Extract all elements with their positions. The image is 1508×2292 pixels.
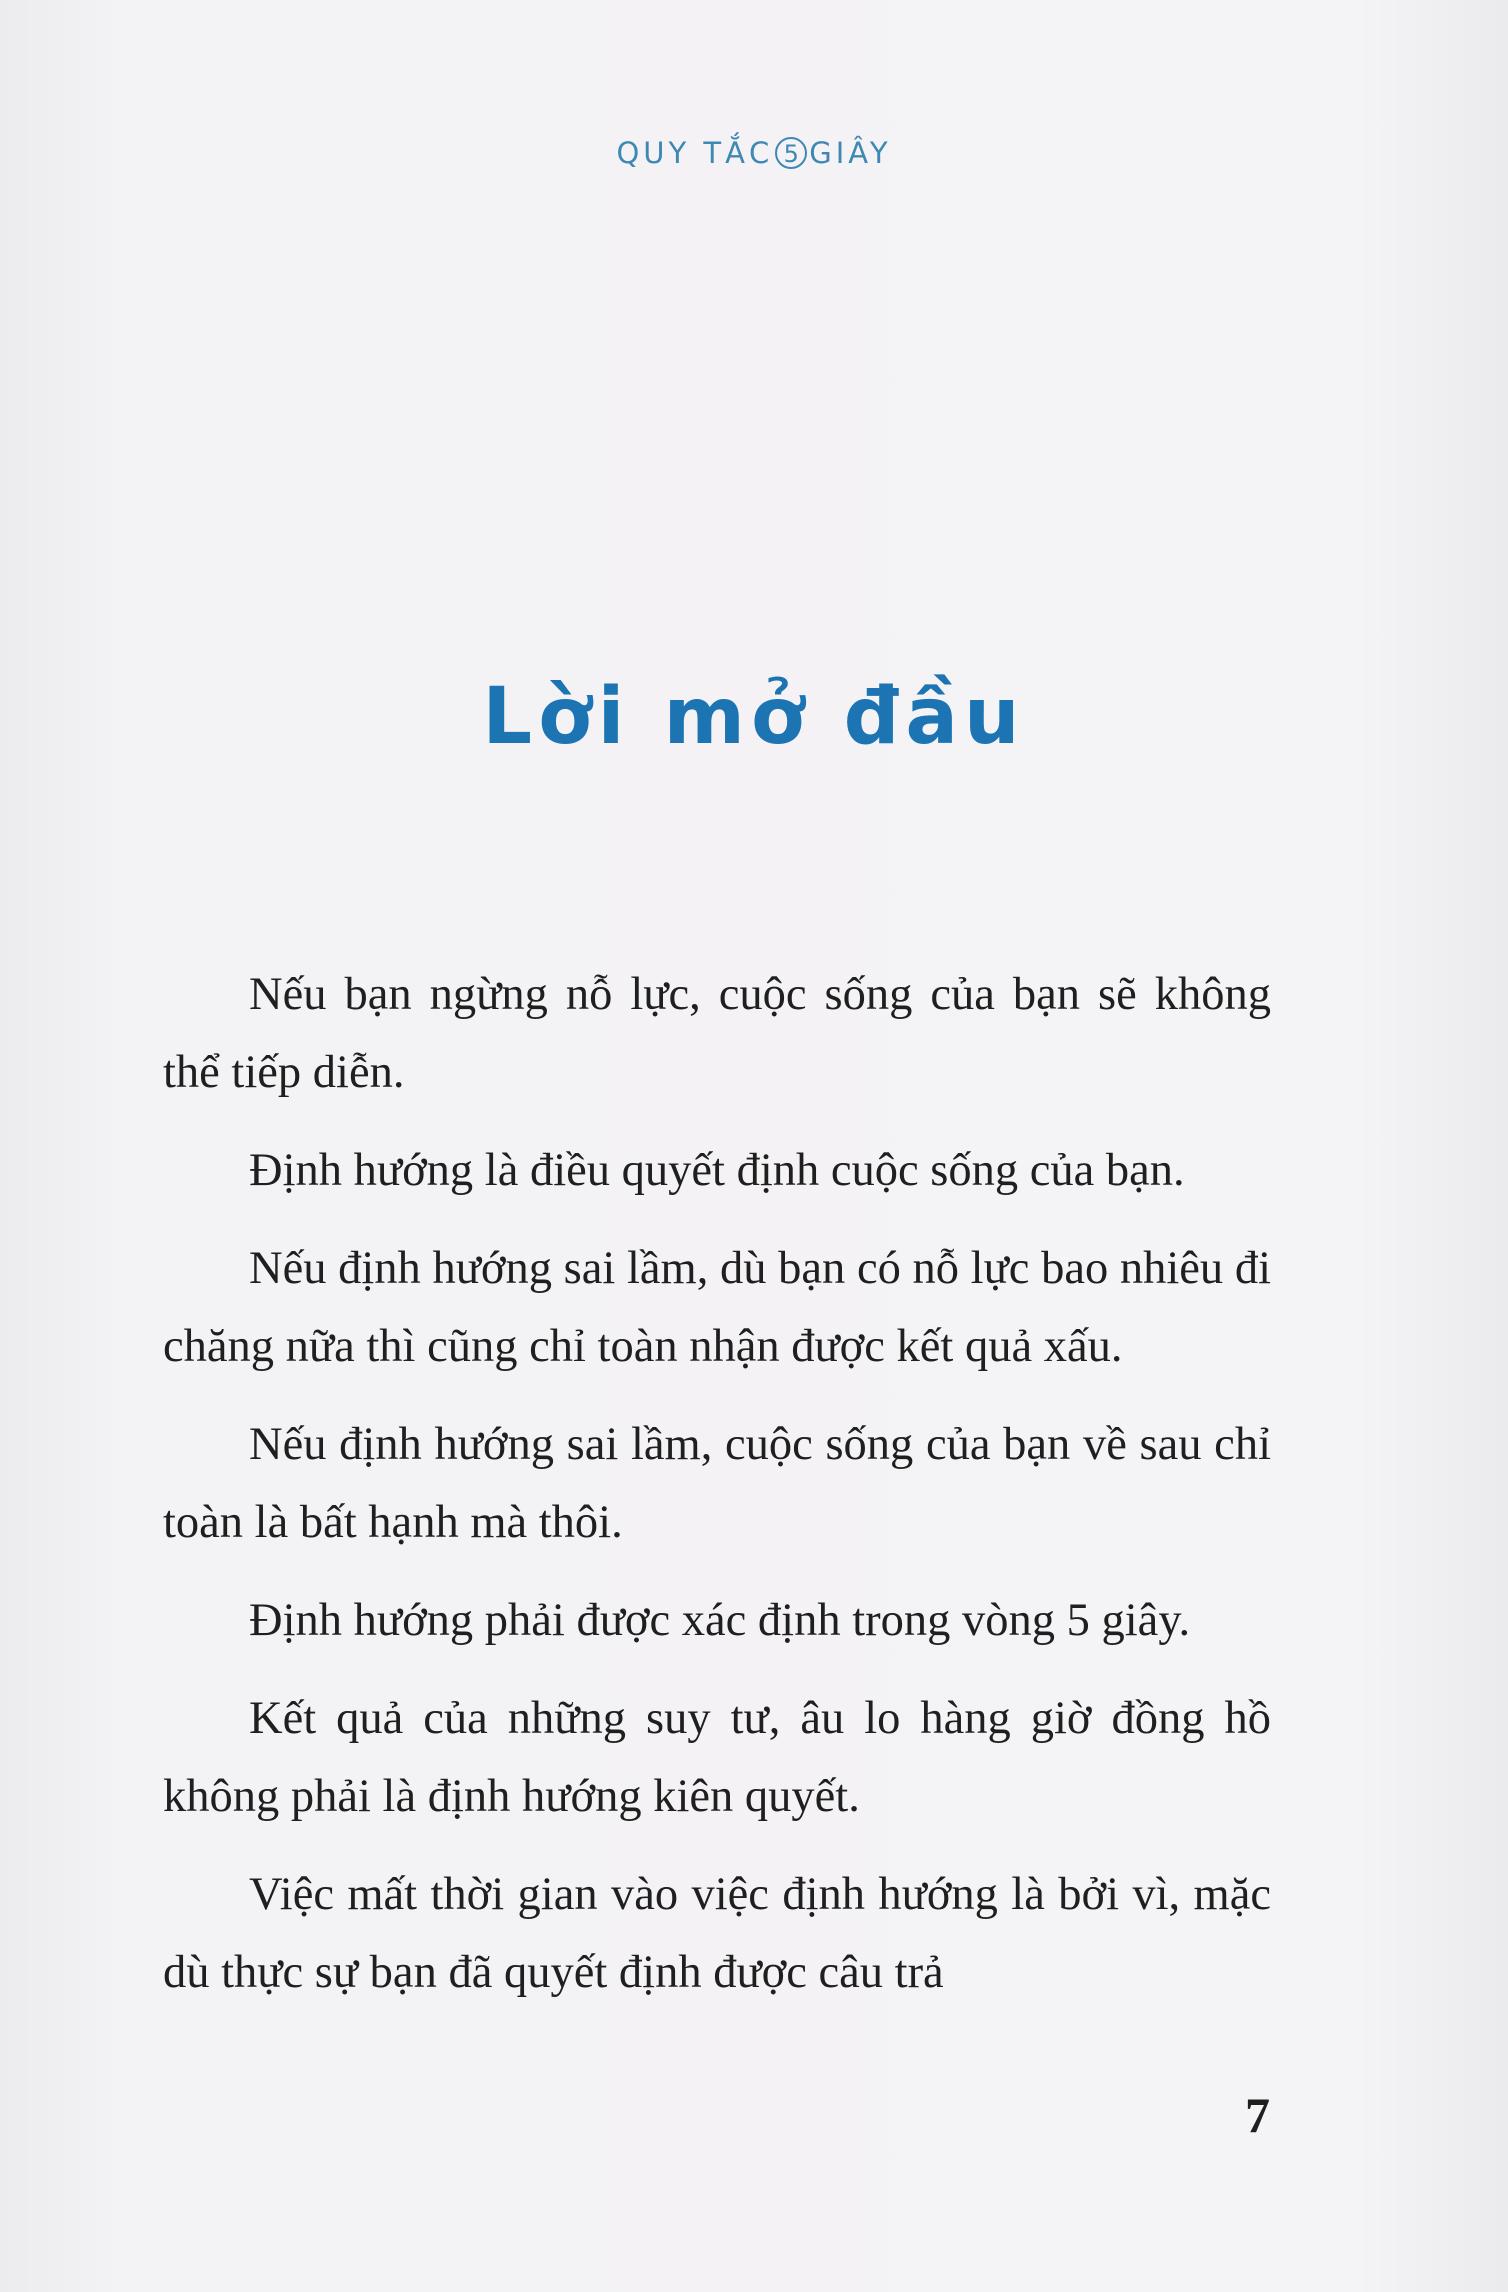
paragraph: Nếu định hướng sai lầm, dù bạn có nỗ lực bao nhiêu đi chăng nữa thì cũng chỉ toàn nhận được kết quả xấu. xyxy=(163,1243,1271,1372)
header-title-left: QUY TẮC xyxy=(616,136,774,170)
header-circled-number: 5 xyxy=(775,137,807,169)
paragraph: Việc mất thời gian vào việc định hướng là bởi vì, mặc dù thực sự bạn đã quyết định được câu trả xyxy=(163,1869,1271,1998)
chapter-title: Lời mở đầu xyxy=(482,672,1026,762)
page-number: 7 xyxy=(1245,2087,1270,2143)
paragraph: Nếu bạn ngừng nỗ lực, cuộc sống của bạn sẽ không thể tiếp diễn. xyxy=(163,969,1271,1098)
paragraph: Nếu định hướng sai lầm, cuộc sống của bạn về sau chỉ toàn là bất hạnh mà thôi. xyxy=(163,1419,1271,1548)
running-header xyxy=(0,136,1508,170)
paragraph: Định hướng là điều quyết định cuộc sống của bạn. xyxy=(249,1145,1185,1196)
paragraph: Định hướng phải được xác định trong vòng 5 giây. xyxy=(249,1595,1191,1646)
body-text xyxy=(163,956,1271,2032)
header-title-right: GIÂY xyxy=(809,136,892,170)
paragraph: Kết quả của những suy tư, âu lo hàng giờ đồng hồ không phải là định hướng kiên quyết. xyxy=(163,1693,1271,1822)
